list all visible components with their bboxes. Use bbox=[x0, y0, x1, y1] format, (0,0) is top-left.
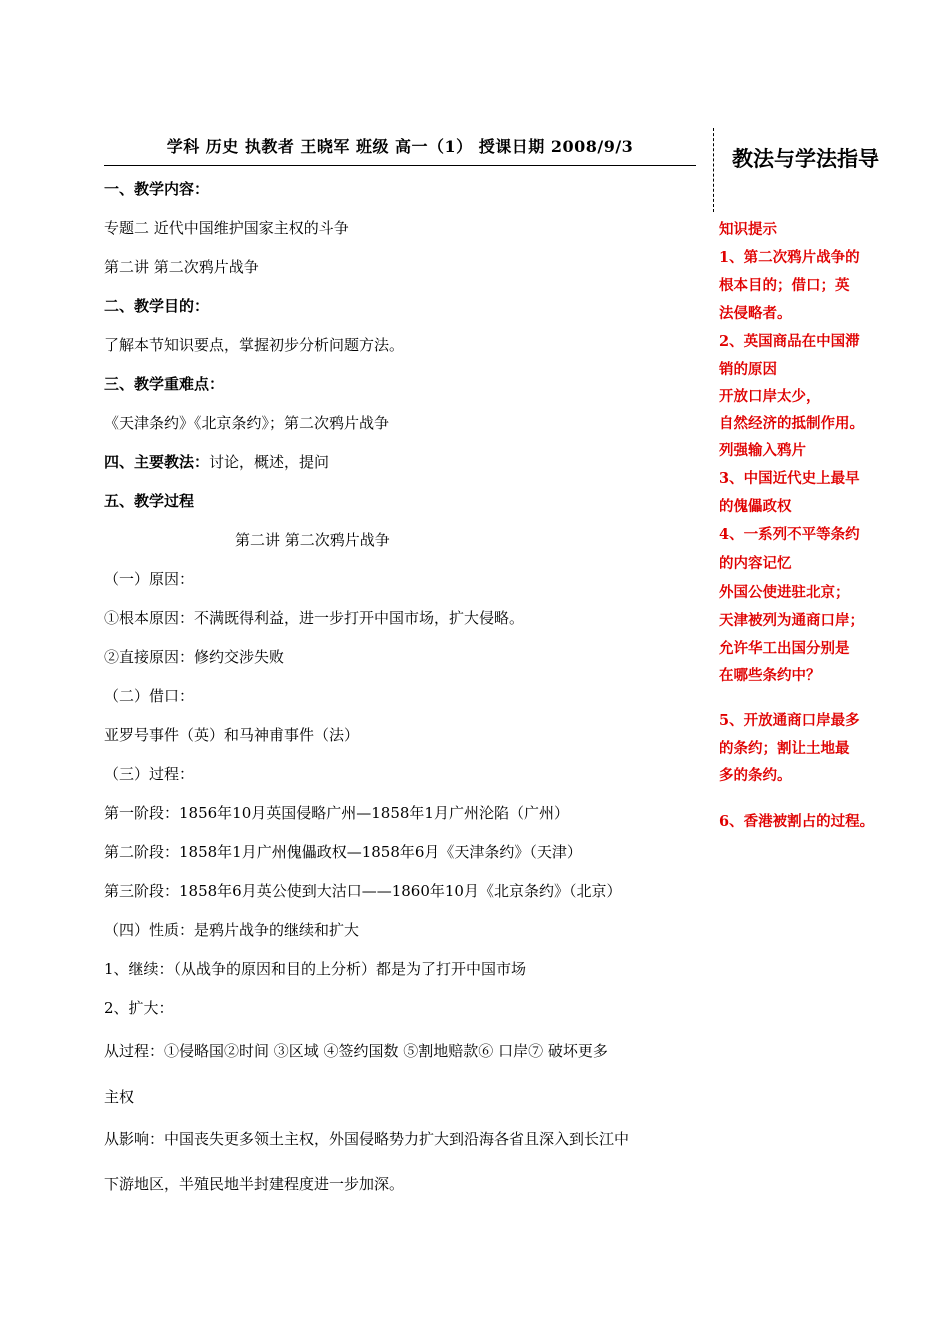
content-line: 了解本节知识要点，掌握初步分析问题方法。 bbox=[104, 336, 405, 354]
note-line: 4、一系列不平等条约 bbox=[719, 526, 860, 543]
content-line: 第一阶段：1856年10月英国侵略广州—1858年1月广州沦陷（广州） bbox=[104, 804, 569, 822]
note-line: 5、开放通商口岸最多 bbox=[719, 712, 860, 729]
note-line: 天津被列为通商口岸； bbox=[719, 612, 864, 629]
note-line: 法侵略者。 bbox=[719, 305, 792, 322]
lecture-subtitle: 第二讲 第二次鸦片战争 bbox=[235, 531, 390, 549]
note-line: 的傀儡政权 bbox=[719, 498, 792, 515]
section-heading: 一、教学内容： bbox=[104, 180, 210, 198]
note-line: 在哪些条约中？ bbox=[719, 667, 821, 684]
content-line: 从影响：中国丧失更多领土主权，外国侵略势力扩大到沿海各省且深入到长江中 bbox=[104, 1130, 630, 1148]
content-line: （一）原因： bbox=[104, 570, 195, 588]
note-line: 开放口岸太少， bbox=[719, 388, 821, 405]
note-line: 的条约；割让土地最 bbox=[719, 740, 850, 757]
content-line: 第二阶段：1858年1月广州傀儡政权—1858年6月《天津条约》（天津） bbox=[104, 843, 582, 861]
content-line: 专题二 近代中国维护国家主权的斗争 bbox=[104, 219, 349, 237]
lesson-header: 学科 历史 执教者 王晓军 班级 高一（1） 授课日期 2008/9/3 bbox=[104, 134, 696, 166]
section-heading: 三、教学重难点： bbox=[104, 375, 225, 393]
content-line: 第三阶段：1858年6月英公使到大沽口——1860年10月《北京条约》（北京） bbox=[104, 882, 622, 900]
vertical-divider bbox=[713, 128, 714, 212]
note-line: 销的原因 bbox=[719, 361, 777, 378]
content-line: 主权 bbox=[104, 1088, 135, 1106]
note-line: 根本目的；借口；英 bbox=[719, 277, 850, 294]
content-line: （四）性质：是鸦片战争的继续和扩大 bbox=[104, 921, 360, 939]
content-line: 从过程：①侵略国②时间 ③区域 ④签约国数 ⑤割地赔款⑥ 口岸⑦ 破坏更多 bbox=[104, 1042, 608, 1060]
note-line: 的内容记忆 bbox=[719, 555, 792, 572]
note-line: 2、英国商品在中国滞 bbox=[719, 333, 860, 350]
section-heading: 二、教学目的： bbox=[104, 297, 210, 315]
sidebar-title: 教法与学法指导 bbox=[732, 147, 879, 171]
note-line: 知识提示 bbox=[719, 221, 777, 238]
note-line: 多的条约。 bbox=[719, 767, 792, 784]
content-line: ②直接原因：修约交涉失败 bbox=[104, 648, 285, 666]
note-line: 外国公使进驻北京； bbox=[719, 584, 850, 601]
content-line: 下游地区，半殖民地半封建程度进一步加深。 bbox=[104, 1175, 405, 1193]
section-heading: 五、教学过程 bbox=[104, 492, 195, 510]
content-line: 《天津条约》《北京条约》；第二次鸦片战争 bbox=[104, 414, 390, 432]
note-line: 6、香港被割占的过程。 bbox=[719, 813, 875, 830]
note-line: 列强输入鸦片 bbox=[719, 442, 806, 459]
method-label: 四、主要教法： bbox=[104, 453, 210, 471]
note-line: 自然经济的抵制作用。 bbox=[719, 415, 864, 432]
content-line: 第二讲 第二次鸦片战争 bbox=[104, 258, 259, 276]
note-line: 1、第二次鸦片战争的 bbox=[719, 249, 860, 266]
content-line: （三）过程： bbox=[104, 765, 195, 783]
content-line: 2、扩大： bbox=[104, 999, 174, 1017]
note-line: 3、中国近代史上最早 bbox=[719, 470, 860, 487]
content-line: 1、继续：（从战争的原因和目的上分析）都是为了打开中国市场 bbox=[104, 960, 527, 978]
content-line: （二）借口： bbox=[104, 687, 195, 705]
method-line: 四、主要教法：讨论，概述，提问 bbox=[104, 453, 330, 471]
note-line: 允许华工出国分别是 bbox=[719, 640, 850, 657]
content-line: ①根本原因：不满既得利益，进一步打开中国市场，扩大侵略。 bbox=[104, 609, 525, 627]
content-line: 亚罗号事件（英）和马神甫事件（法） bbox=[104, 726, 360, 744]
